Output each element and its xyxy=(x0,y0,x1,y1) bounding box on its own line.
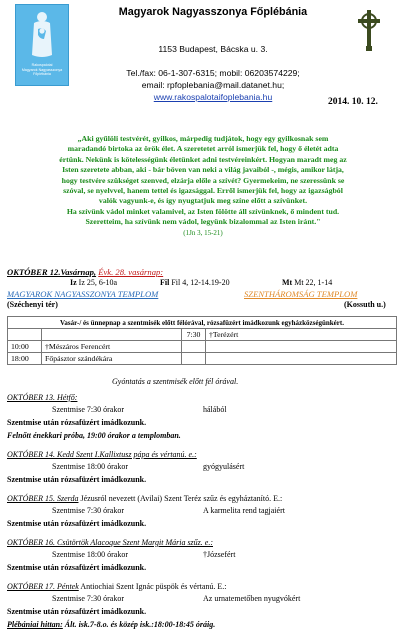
mass-time: 7:30 xyxy=(182,329,206,341)
parish-title: Magyarok Nagyasszonya Főplébánia xyxy=(118,6,308,18)
quote-line: maradandó birtoka az örök élet. A szeretetet arról ismerjük fel, hogy ő életét adta xyxy=(67,144,339,154)
table-row xyxy=(8,317,397,329)
table-row xyxy=(8,341,397,353)
rosary-note: Szentmise után rózsafüzért imádkozunk. xyxy=(7,563,147,572)
day-heading: OKTÓBER 15. Szerda xyxy=(7,494,79,503)
mass-intention: hálából xyxy=(203,405,227,414)
day-heading: OKTÓBER 17. Péntek xyxy=(7,582,79,591)
mass-time: 18:00 xyxy=(8,353,42,365)
day-heading: OKTÓBER 14. Kedd Szent I.Kallixtusz pápa és vértanú. e.: xyxy=(7,450,197,459)
mass-time: Szentmise 7:30 órakor xyxy=(52,594,124,603)
rosary-note: Szentmise után rózsafüzért imádkozunk. xyxy=(7,607,147,616)
quote-line: Isten szeretete abban, aki - bár böven van neki a világ javaiból -, mégis, amikor látja, xyxy=(62,165,344,175)
quote-line: Szeretteim, ha szívünk nem vádol, legyünk bizalommal az Isten iránt." xyxy=(85,217,321,227)
mass-intention: A karmelita rend tagjaiért xyxy=(203,506,285,515)
church-1-name: MAGYAROK NAGYASSZONYA TEMPLOM xyxy=(7,289,159,299)
bulletin-date: 2014. 10. 12. xyxy=(328,97,378,107)
mass-intention: gyógyulásért xyxy=(203,462,245,471)
mass-time: Szentmise 18:00 órakor xyxy=(52,462,128,471)
day-heading: OKTÓBER 16. Csütörtök Alacoque Szent Margit Mária szűz. e.: xyxy=(7,538,213,547)
madonna-icon xyxy=(16,5,68,61)
confession-note: Gyóntatás a szentmisék előtt fél órával. xyxy=(112,377,239,386)
address: 1153 Budapest, Bácska u. 3. xyxy=(158,44,268,54)
quote-line: értünk. Nekünk is kötelességünk életünket adni testvéreinkért. Hogyan maradt meg az xyxy=(59,154,347,164)
reading-1: Iz 25, 6-10a xyxy=(78,278,118,287)
gospel: Mt 22, 1-14 xyxy=(294,278,333,287)
scripture-quote xyxy=(8,134,398,238)
mass-intention: †Józsefért xyxy=(203,550,236,559)
mass-intention: †Mészáros Ferencért xyxy=(42,341,182,353)
email: email: rpfoplebania@mail.datanet.hu; xyxy=(141,80,285,90)
reading-2: Fil 4, 12-14.19-20 xyxy=(171,278,230,287)
logo-line: Magyarok Nagyasszonya xyxy=(21,67,63,72)
day-saint: Antiochiai Szent Ignác püspök és vértanú. E.: xyxy=(80,582,227,591)
mass-time: Szentmise 7:30 órakor xyxy=(52,506,124,515)
quote-reference: (1Jn 3, 15-21) xyxy=(183,228,223,237)
website-link[interactable]: www.rakospalotaifoplebania.hu xyxy=(153,92,273,102)
catechism-note: Ált. isk.7-8.o. és közép isk.:18:00-18:45 óráig. xyxy=(64,620,216,629)
table-row xyxy=(8,353,397,365)
mass-intention: †Terézért xyxy=(206,329,397,341)
rosary-note: Szentmise után rózsafüzért imádkozunk. xyxy=(7,418,147,427)
church-2-name: SZENTHÁROMSÁG TEMPLOM xyxy=(244,289,358,299)
rosary-note: Vasár-/ és ünnepnap a szentmisék előtt félórával, rózsafüzért imádkozunk egyházközségünkért. xyxy=(8,317,397,329)
phone: Tel./fax: 06-1-307-6315; mobil: 06203574229; xyxy=(126,68,300,78)
quote-line: szóval, se nyelvvel, hanem tettel és igazsággal. Erről ismerjük fel, hogy az igazságból xyxy=(63,186,343,196)
mass-time: Szentmise 7:30 órakor xyxy=(52,405,124,414)
mass-time: Szentmise 18:00 órakor xyxy=(52,550,128,559)
sunday-mass-table xyxy=(7,316,397,365)
parish-logo xyxy=(15,4,69,86)
table-row xyxy=(8,329,397,341)
catechism-heading: Plébániai hittan: xyxy=(7,620,63,629)
quote-line: „Aki gyűlöli testvérét, gyilkos, márpedig tudjátok, hogy egy gyilkosnak sem xyxy=(77,134,329,143)
logo-line: Rakospalotai xyxy=(31,63,53,67)
rosary-note: Szentmise után rózsafüzért imádkozunk. xyxy=(7,519,147,528)
rosary-note: Szentmise után rózsafüzért imádkozunk. xyxy=(7,475,147,484)
sunday-heading: OKTÓBER 12.Vasárnap, xyxy=(7,267,97,277)
church-2-location: (Kossuth u.) xyxy=(344,300,386,309)
sunday-week: Évk. 28. vasárnap: xyxy=(98,267,164,277)
quote-line: hogy testvére szükséget szenved, elzárja előle a szívét? Gyermekeim, ne szeressünk se xyxy=(61,175,345,185)
logo-line: Főplébánia xyxy=(33,72,51,76)
day-saint: Jézusról nevezett (Avilai) Szent Teréz szűz és egyháztanító. E.: xyxy=(80,494,283,503)
quote-line: valók vagyunk-e, és így nyugtatjuk meg színe előtt a szívünket. xyxy=(98,196,308,206)
mass-time: 10:00 xyxy=(8,341,42,353)
mass-intention: Az urnatemetőben nyugvókért xyxy=(203,594,301,603)
celtic-cross-icon xyxy=(356,8,382,52)
day-heading: OKTÓBER 13. Hétfő: xyxy=(7,393,78,402)
church-1-location: (Széchenyi tér) xyxy=(7,300,58,309)
quote-line: Ha szívünk vádol minket valamivel, az Isten fölötte áll szívünknek, ő mindent tud. xyxy=(66,206,340,216)
mass-intention: Főpásztor szándékára xyxy=(42,353,182,365)
choir-note: Felnőtt énekkari próba, 19:00 órakor a templomban. xyxy=(7,431,181,440)
